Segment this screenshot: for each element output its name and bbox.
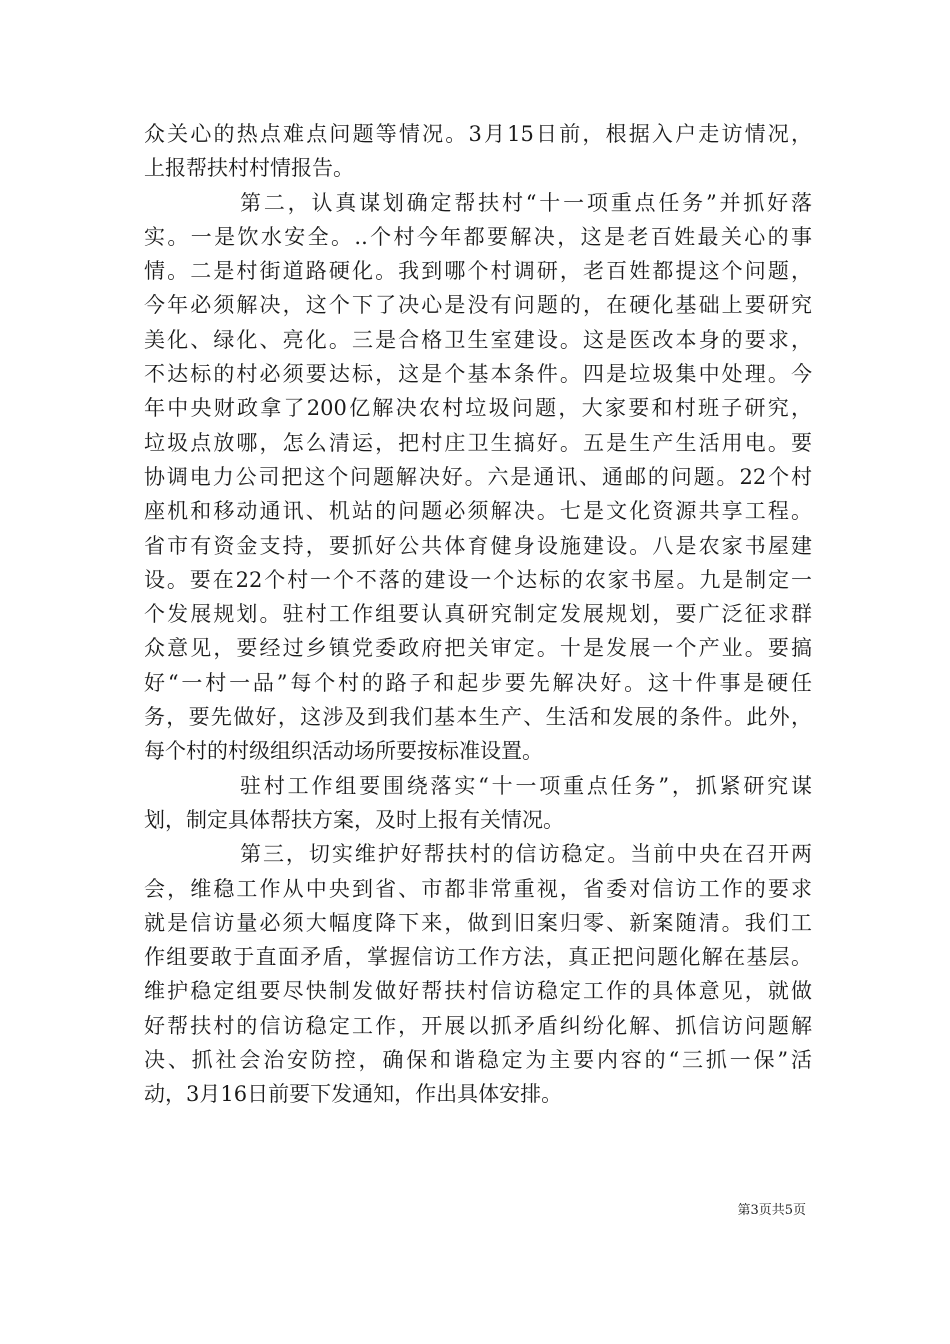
text-line: 设。要在22个村一个不落的建设一个达标的农家书屋。九是制定一 bbox=[144, 567, 812, 592]
text-line: 会，维稳工作从中央到省、市都非常重视，省委对信访工作的要求 bbox=[144, 876, 812, 901]
text-line: 不达标的村必须要达标，这是个基本条件。四是垃圾集中处理。今 bbox=[144, 362, 812, 387]
text-line: 划，制定具体帮扶方案，及时上报有关情况。 bbox=[144, 807, 564, 832]
text-line: 座机和移动通讯、机站的问题必须解决。七是文化资源共享工程。 bbox=[144, 499, 812, 524]
text-line: 好“一村一品”每个村的路子和起步要先解决好。这十件事是硬任 bbox=[144, 670, 812, 695]
text-line: 作组要敢于直面矛盾，掌握信访工作方法，真正把问题化解在基层。 bbox=[144, 945, 812, 970]
text-line: 务，要先做好，这涉及到我们基本生产、生活和发展的条件。此外， bbox=[144, 705, 812, 730]
text-line: 好帮扶村的信访稳定工作，开展以抓矛盾纠纷化解、抓信访问题解 bbox=[144, 1013, 812, 1038]
page-number: 第3页共5页 bbox=[737, 1203, 806, 1218]
text-line: 省市有资金支持，要抓好公共体育健身设施建设。八是农家书屋建 bbox=[144, 533, 812, 558]
text-line: 众意见，要经过乡镇党委政府把关审定。十是发展一个产业。要搞 bbox=[144, 636, 812, 661]
text-line: 个发展规划。驻村工作组要认真研究制定发展规划，要广泛征求群 bbox=[144, 602, 812, 627]
paragraph-start-line: 第三，切实维护好帮扶村的信访稳定。当前中央在召开两 bbox=[240, 842, 812, 867]
text-line: 上报帮扶村村情报告。 bbox=[144, 156, 354, 181]
text-line: 协调电力公司把这个问题解决好。六是通讯、通邮的问题。22个村 bbox=[144, 464, 812, 489]
document-body bbox=[144, 117, 812, 1112]
paragraph-start-line: 第二，认真谋划确定帮扶村“十一项重点任务”并抓好落 bbox=[240, 190, 812, 215]
text-line: 年中央财政拿了200亿解决农村垃圾问题，大家要和村班子研究， bbox=[144, 396, 812, 421]
text-line: 美化、绿化、亮化。三是合格卫生室建设。这是医改本身的要求， bbox=[144, 327, 812, 352]
text-line: 情。二是村街道路硬化。我到哪个村调研，老百姓都提这个问题， bbox=[144, 259, 812, 284]
text-line: 众关心的热点难点问题等情况。3月15日前，根据入户走访情况， bbox=[144, 122, 812, 146]
text-line: 就是信访量必须大幅度降下来，做到旧案归零、新案随清。我们工 bbox=[144, 910, 812, 935]
text-line: 实。一是饮水安全。..个村今年都要解决，这是老百姓最关心的事 bbox=[144, 224, 812, 249]
text-line: 维护稳定组要尽快制发做好帮扶村信访稳定工作的具体意见，就做 bbox=[144, 979, 812, 1004]
paragraph-start-line: 驻村工作组要围绕落实“十一项重点任务”，抓紧研究谋 bbox=[240, 773, 812, 798]
text-line: 每个村的村级组织活动场所要按标准设置。 bbox=[144, 739, 543, 764]
text-line: 今年必须解决，这个下了决心是没有问题的，在硬化基础上要研究 bbox=[144, 293, 812, 318]
text-line: 动，3月16日前要下发通知，作出具体安排。 bbox=[144, 1082, 563, 1107]
text-line: 决、抓社会治安防控，确保和谐稳定为主要内容的“三抓一保”活 bbox=[144, 1048, 812, 1073]
text-line: 垃圾点放哪，怎么清运，把村庄卫生搞好。五是生产生活用电。要 bbox=[144, 430, 812, 455]
